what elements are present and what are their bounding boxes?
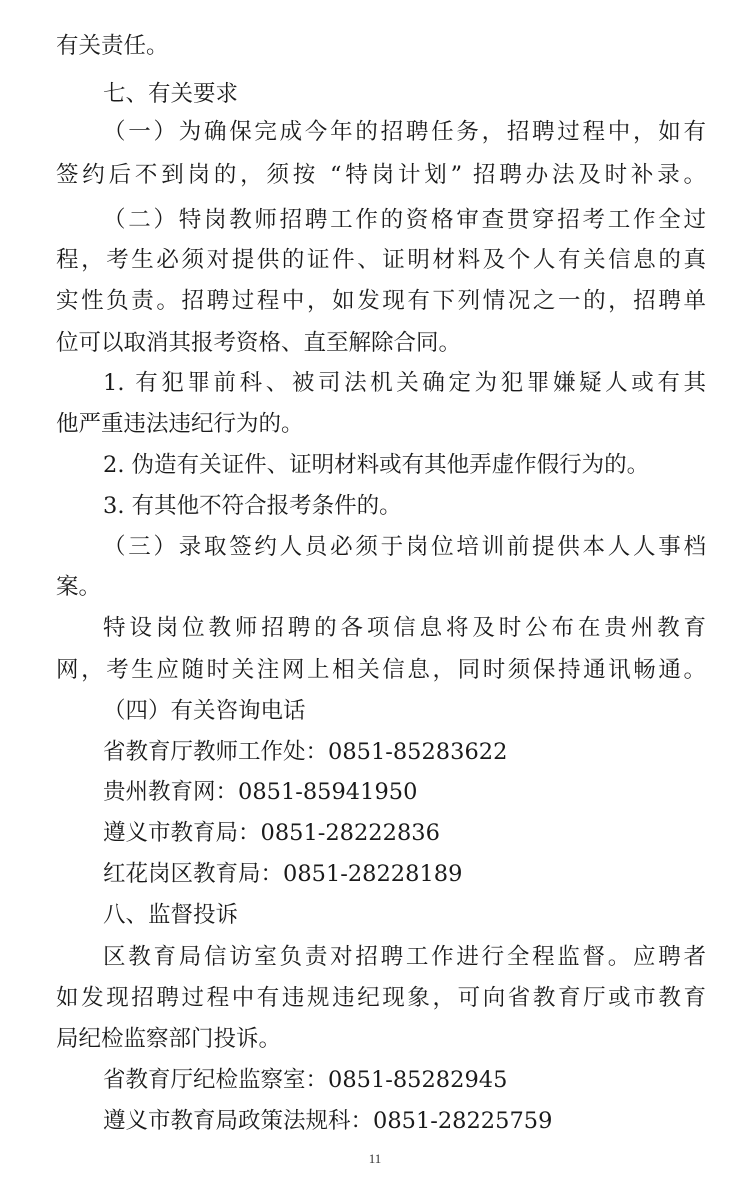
list-item: 3. 有其他不符合报考条件的。 bbox=[103, 493, 402, 519]
text-line: 局纪检监察部门投诉。 bbox=[56, 1026, 282, 1052]
section-heading: （四）有关咨询电话 bbox=[103, 698, 306, 724]
contact-line: 省教育厅教师工作处：0851-85283622 bbox=[103, 739, 508, 765]
section-heading: 八、监督投诉 bbox=[103, 902, 239, 928]
text-line: （一）为确保完成今年的招聘任务，招聘过程中，如有 bbox=[103, 119, 706, 145]
text-line: 位可以取消其报考资格、直至解除合同。 bbox=[56, 330, 462, 356]
contact-line: 遵义市教育局政策法规科：0851-28225759 bbox=[103, 1108, 553, 1134]
text-line: 他严重违法违纪行为的。 bbox=[56, 411, 304, 437]
text-line: 签约后不到岗的，须按 “特岗计划” 招聘办法及时补录。 bbox=[56, 162, 706, 188]
text-line: 网，考生应随时关注网上相关信息，同时须保持通讯畅通。 bbox=[56, 657, 706, 683]
contact-line: 遵义市教育局：0851-28222836 bbox=[103, 820, 440, 846]
contact-line: 贵州教育网：0851-85941950 bbox=[103, 779, 418, 805]
text-line: （二）特岗教师招聘工作的资格审查贯穿招考工作全过 bbox=[103, 207, 706, 233]
text-line: （三）录取签约人员必须于岗位培训前提供本人人事档 bbox=[103, 534, 706, 560]
contact-line: 省教育厅纪检监察室：0851-85282945 bbox=[103, 1067, 508, 1093]
list-item: 2. 伪造有关证件、证明材料或有其他弄虚作假行为的。 bbox=[103, 452, 650, 478]
text-line: 如发现招聘过程中有违规违纪现象，可向省教育厅或市教育 bbox=[56, 985, 706, 1011]
text-line: 区教育局信访室负责对招聘工作进行全程监督。应聘者 bbox=[103, 944, 706, 970]
section-heading: 七、有关要求 bbox=[103, 81, 239, 107]
text-line: 有关责任。 bbox=[56, 33, 169, 59]
text-line: 实性负责。招聘过程中，如发现有下列情况之一的，招聘单 bbox=[56, 288, 706, 314]
page-number: 11 bbox=[368, 1151, 382, 1166]
list-item: 1. 有犯罪前科、被司法机关确定为犯罪嫌疑人或有其 bbox=[103, 370, 706, 396]
contact-line: 红花岗区教育局：0851-28228189 bbox=[103, 861, 463, 887]
text-line: 程，考生必须对提供的证件、证明材料及个人有关信息的真 bbox=[56, 247, 706, 273]
text-line: 案。 bbox=[56, 574, 102, 600]
text-line: 特设岗位教师招聘的各项信息将及时公布在贵州教育 bbox=[103, 615, 706, 641]
